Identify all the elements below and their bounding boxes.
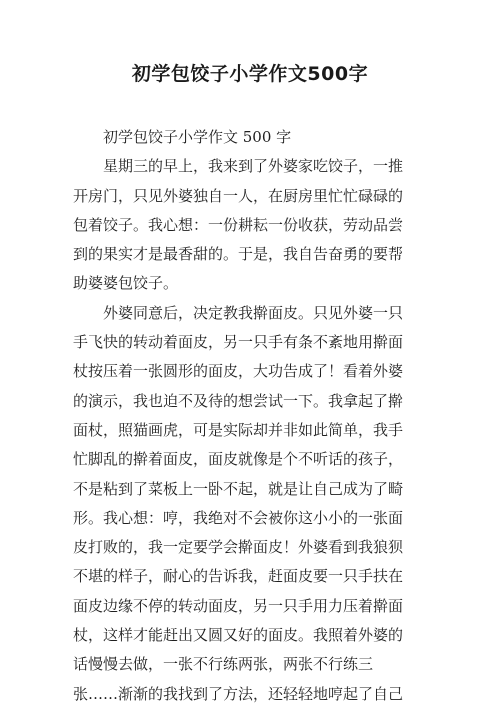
paragraph-1 — [73, 152, 421, 298]
text-line: 外婆同意后，决定教我擀面皮。只见外婆一只 — [103, 303, 404, 322]
text-line: 面杖，照猫画虎，可是实际却并非如此简单，我手 — [73, 420, 404, 439]
text-line: 手飞快的转动着面皮，另一只手有条不紊地用擀面 — [73, 333, 404, 352]
text-line: 初学包饺子小学作文 500 字 — [103, 128, 292, 146]
text-line: 杖按压着一张圆形的面皮，大功告成了！看着外婆 — [73, 362, 404, 381]
text-line: 不堪的样子，耐心的告诉我，赶面皮要一只手扶在 — [73, 567, 404, 586]
paragraph-2 — [73, 299, 421, 708]
text-line: 张……渐渐的我找到了方法，还轻轻地哼起了自己 — [73, 684, 404, 703]
text-line: 到的果实才是最香甜的。于是，我自告奋勇的要帮 — [73, 245, 404, 264]
paragraph-subtitle — [73, 123, 421, 152]
text-line: 助婆婆包饺子。 — [73, 274, 179, 293]
document-title: 初学包饺子小学作文500字 — [131, 63, 369, 85]
text-line: 开房门，只见外婆独自一人，在厨房里忙忙碌碌的 — [73, 186, 404, 205]
text-line: 杖，这样才能赶出又圆又好的面皮。我照着外婆的 — [73, 626, 404, 645]
text-line: 话慢慢去做，一张不行练两张，两张不行练三 — [73, 655, 374, 674]
document-body — [73, 123, 421, 708]
text-line: 忙脚乱的擀着面皮，面皮就像是个不听话的孩子， — [73, 450, 404, 469]
text-line: 不是粘到了菜板上一卧不起，就是让自己成为了畸 — [73, 479, 404, 498]
text-line: 形。我心想：哼，我绝对不会被你这小小的一张面 — [73, 508, 404, 527]
text-line: 面皮边缘不停的转动面皮，另一只手用力压着擀面 — [73, 596, 404, 615]
text-line: 的演示，我也迫不及待的想尝试一下。我拿起了擀 — [73, 391, 404, 410]
text-line: 包着饺子。我心想：一份耕耘一份收获，劳动品尝 — [73, 215, 404, 234]
text-line: 星期三的早上，我来到了外婆家吃饺子，一推 — [103, 157, 404, 176]
text-line: 皮打败的，我一定要学会擀面皮！外婆看到我狼狈 — [73, 538, 404, 557]
